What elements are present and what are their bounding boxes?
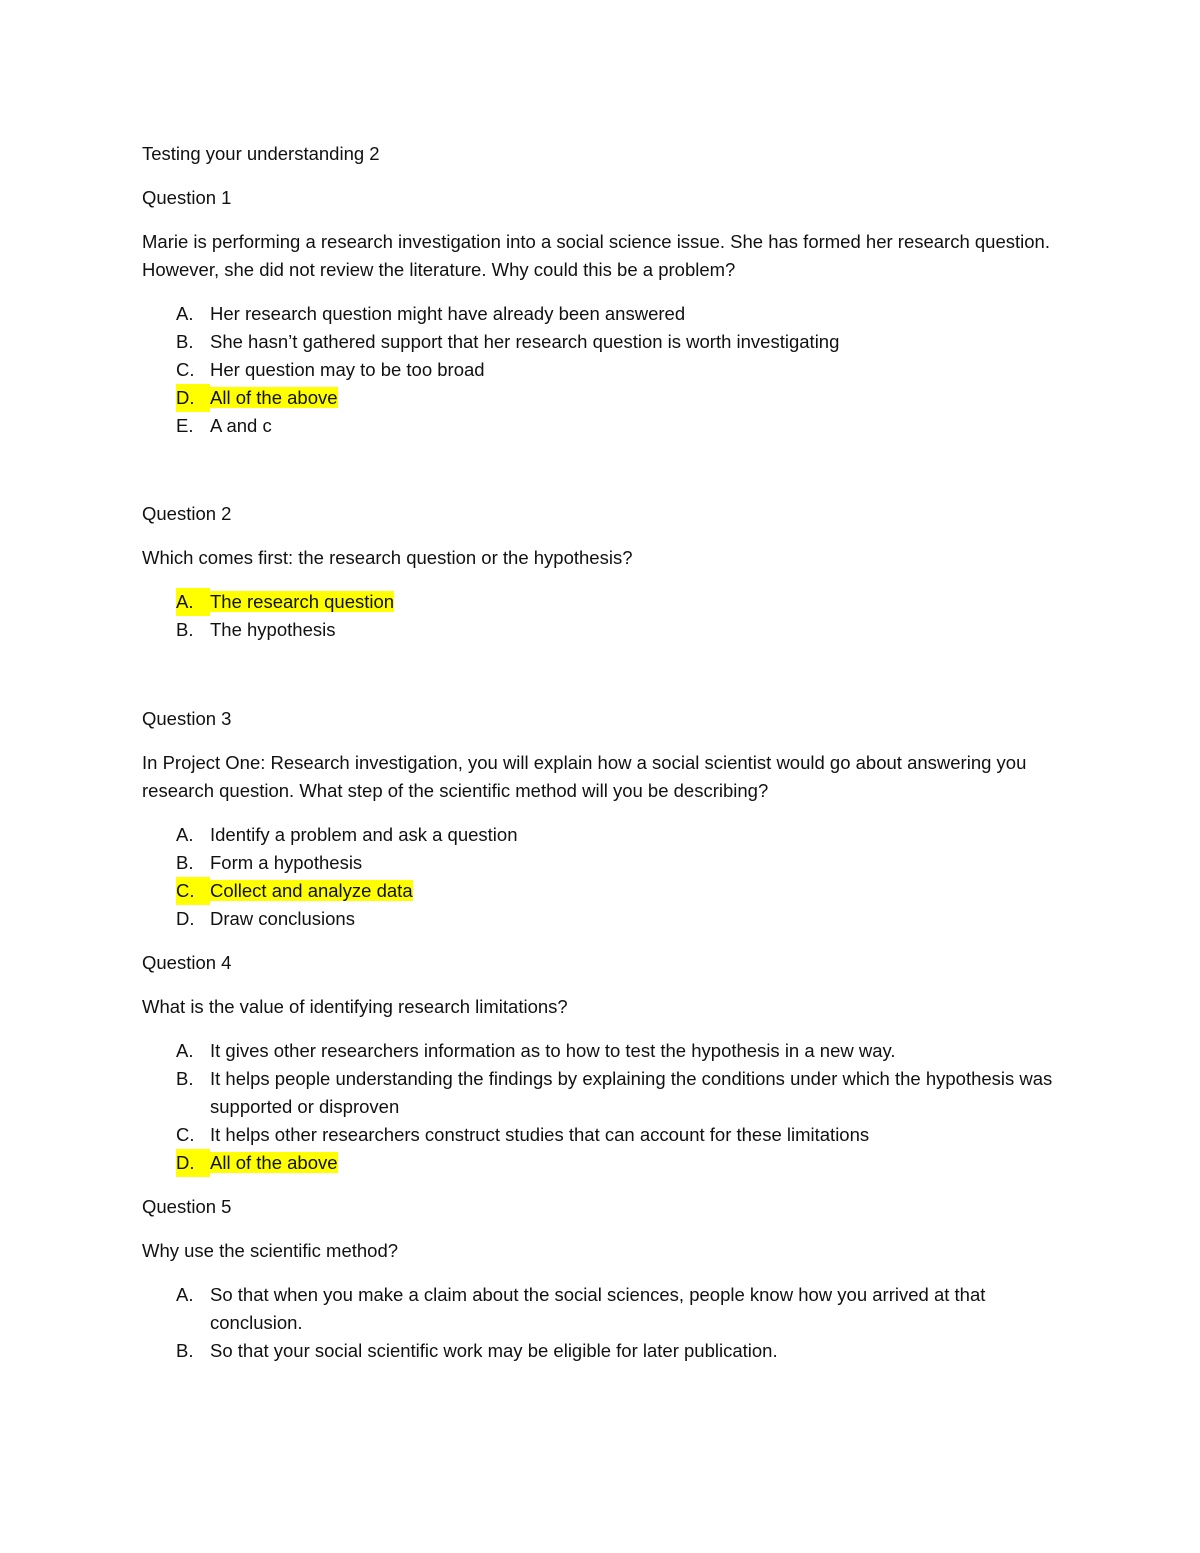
- option-letter: A.: [176, 588, 210, 616]
- option-text: The research question: [210, 591, 395, 612]
- question-1: [142, 184, 1062, 440]
- question-4: [142, 949, 1062, 1177]
- answer-option: [142, 412, 1062, 440]
- option-text: It gives other researchers information as to how to test the hypothesis in a new way.: [210, 1040, 896, 1061]
- answer-option-highlighted: [142, 1149, 1062, 1177]
- document-title: Testing your understanding 2: [142, 143, 380, 164]
- question-heading: Question 3: [142, 708, 232, 729]
- option-text: The hypothesis: [210, 619, 336, 640]
- option-text: Draw conclusions: [210, 908, 355, 929]
- option-text: She hasn’t gathered support that her research question is worth investigating: [210, 331, 840, 352]
- answer-options: [142, 1281, 1062, 1365]
- option-letter: A.: [176, 1284, 194, 1305]
- option-text: A and c: [210, 415, 272, 436]
- question-heading: Question 1: [142, 187, 232, 208]
- answer-option-highlighted: [142, 877, 1062, 905]
- question-text: In Project One: Research investigation, you will explain how a social scientist would go about answering you research question. What step of the scientific method will you be describing?: [142, 752, 1027, 801]
- answer-options: [142, 1037, 1062, 1177]
- option-text: It helps people understanding the findings by explaining the conditions under which the hypothesis was supported or disproven: [210, 1068, 1053, 1117]
- answer-options: [142, 300, 1062, 440]
- option-letter: C.: [176, 359, 195, 380]
- question-text: What is the value of identifying research limitations?: [142, 996, 568, 1017]
- spacer: [142, 1177, 1062, 1193]
- answer-option: [142, 1337, 1062, 1365]
- answer-option: [142, 300, 1062, 328]
- answer-option-highlighted: [142, 588, 1062, 616]
- question-5: [142, 1193, 1062, 1365]
- option-letter: B.: [176, 852, 194, 873]
- answer-option: [142, 1121, 1062, 1149]
- question-heading: Question 2: [142, 503, 232, 524]
- answer-option: [142, 356, 1062, 384]
- answer-option: [142, 1037, 1062, 1065]
- option-letter: A.: [176, 824, 194, 845]
- question-3: [142, 705, 1062, 933]
- question-2: [142, 500, 1062, 644]
- answer-options: [142, 588, 1062, 644]
- answer-option: [142, 1281, 1062, 1337]
- option-letter: B.: [176, 331, 194, 352]
- option-text: So that when you make a claim about the social sciences, people know how you arrived at that conclusion.: [210, 1284, 986, 1333]
- answer-options: [142, 821, 1062, 933]
- answer-option: [142, 1065, 1062, 1121]
- option-text: It helps other researchers construct studies that can account for these limitations: [210, 1124, 870, 1145]
- option-letter: A.: [176, 1040, 194, 1061]
- question-text: Which comes first: the research question or the hypothesis?: [142, 547, 633, 568]
- document-page: [142, 140, 1062, 1365]
- answer-option: [142, 821, 1062, 849]
- question-heading: Question 4: [142, 952, 232, 973]
- answer-option: [142, 328, 1062, 356]
- option-text: Collect and analyze data: [210, 880, 413, 901]
- option-text: So that your social scientific work may be eligible for later publication.: [210, 1340, 778, 1361]
- option-letter: E.: [176, 415, 194, 436]
- option-letter: D.: [176, 384, 210, 412]
- question-text: Why use the scientific method?: [142, 1240, 399, 1261]
- option-letter: D.: [176, 908, 195, 929]
- option-text: Form a hypothesis: [210, 852, 363, 873]
- option-letter: B.: [176, 1068, 194, 1089]
- option-letter: A.: [176, 303, 194, 324]
- question-heading: Question 5: [142, 1196, 232, 1217]
- answer-option: [142, 849, 1062, 877]
- option-text: All of the above: [210, 1152, 338, 1173]
- spacer: [142, 644, 1062, 705]
- question-text: Marie is performing a research investigation into a social science issue. She has formed her research question. However, she did not review the literature. Why could this be a problem?: [142, 231, 1050, 280]
- option-text: Identify a problem and ask a question: [210, 824, 518, 845]
- option-text: Her question may to be too broad: [210, 359, 485, 380]
- option-letter: B.: [176, 1340, 194, 1361]
- option-text: All of the above: [210, 387, 338, 408]
- option-letter: C.: [176, 877, 210, 905]
- option-text: Her research question might have already been answered: [210, 303, 686, 324]
- answer-option: [142, 905, 1062, 933]
- option-letter: C.: [176, 1124, 195, 1145]
- spacer: [142, 440, 1062, 500]
- option-letter: B.: [176, 619, 194, 640]
- answer-option: [142, 616, 1062, 644]
- option-letter: D.: [176, 1149, 210, 1177]
- answer-option-highlighted: [142, 384, 1062, 412]
- spacer: [142, 933, 1062, 949]
